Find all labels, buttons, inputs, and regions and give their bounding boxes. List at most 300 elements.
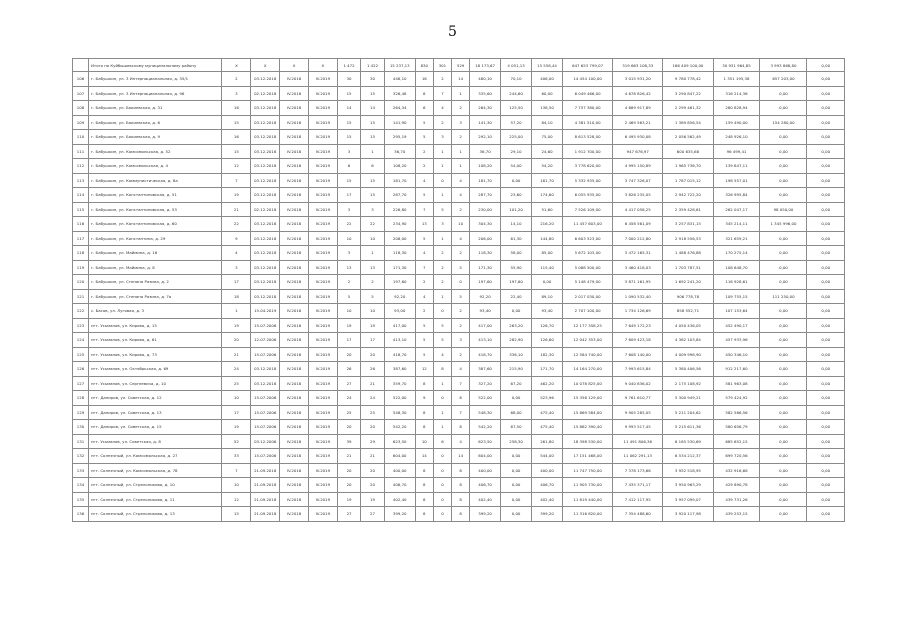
table-cell: 248 926,10 <box>713 130 760 145</box>
table-cell: 121 <box>73 289 89 304</box>
table-cell: 0,00 <box>760 333 807 348</box>
table-cell: 3 <box>222 86 251 101</box>
table-cell: 7 <box>452 376 470 391</box>
table-cell: 125 <box>73 347 89 362</box>
table-cell: 1 351 195,38 <box>713 72 760 87</box>
table-cell: 2 918 556,53 <box>663 231 713 246</box>
table-cell: 4 050 436,05 <box>663 318 713 333</box>
table-row <box>73 173 845 188</box>
table-cell: 3 <box>433 130 451 145</box>
table-cell: 5 <box>452 260 470 275</box>
table-cell: 15 <box>361 173 384 188</box>
table-row <box>73 507 845 522</box>
address-cell: г. Бабушкин, ул. Бакиевская, д. 6 <box>89 115 222 130</box>
table-cell: IV.2019 <box>308 318 337 333</box>
table-cell: 548,30 <box>470 405 501 420</box>
table-cell: 13 <box>361 260 384 275</box>
table-cell: 2 <box>433 246 451 261</box>
table-cell: 399,20 <box>384 507 415 522</box>
table-cell: 98 050,00 <box>760 202 807 217</box>
table-cell: 5 <box>415 115 433 130</box>
table-cell: 19 <box>337 492 360 507</box>
table-cell: 02.12.2018 <box>251 86 280 101</box>
table-cell: 3 993 868,80 <box>760 59 807 72</box>
table-cell: 124 <box>73 333 89 348</box>
table-cell: 8 <box>433 362 451 377</box>
table-cell: 0,00 <box>760 231 807 246</box>
table-cell: 6 <box>415 101 433 116</box>
table-total-row <box>73 59 845 72</box>
table-cell: 1 <box>361 144 384 159</box>
table-cell: 138,50 <box>532 101 563 116</box>
table-cell: 11 819 440,00 <box>563 492 613 507</box>
table-cell: 93,00 <box>384 304 415 319</box>
table-cell: 399,20 <box>470 507 501 522</box>
table-cell: 263,20 <box>501 318 532 333</box>
address-cell: г. Бабушкин, ул. 3 Интернациональная, д. 96 <box>89 86 222 101</box>
table-cell: 3 <box>337 144 360 159</box>
table-cell: 2 <box>361 275 384 290</box>
table-cell: 0,00 <box>807 376 845 391</box>
table-cell: 230,00 <box>470 202 501 217</box>
table-cell: 1 422 <box>361 59 384 72</box>
table-cell: 4 <box>452 188 470 203</box>
table-cell: 20 <box>337 347 360 362</box>
table-cell: 03.12.2018 <box>251 72 280 87</box>
table-cell: 446,10 <box>384 72 415 87</box>
table-cell: 9 <box>415 391 433 406</box>
table-cell: 2 <box>433 275 451 290</box>
address-cell: г. Бабушкин, ул. 3 Интернациональная, д. 35/1 <box>89 72 222 87</box>
table-cell: 287,70 <box>384 188 415 203</box>
table-cell: X <box>222 59 251 72</box>
table-cell: 699 720,56 <box>713 449 760 464</box>
address-cell: пгт. Солнечный, ул. Комсомольская, д. 78 <box>89 463 222 478</box>
table-cell: IV.2018 <box>280 188 309 203</box>
table-cell: 52 <box>222 434 251 449</box>
table-cell: IV.2018 <box>280 144 309 159</box>
table-cell: 1 912 700,00 <box>563 144 613 159</box>
table-cell: IV.2018 <box>280 202 309 217</box>
table-cell: 25 <box>361 405 384 420</box>
table-cell: 12.07.2006 <box>251 333 280 348</box>
table-cell: 1 389 856,54 <box>663 115 713 130</box>
table-cell: 8 <box>452 492 470 507</box>
table-cell: 0,00 <box>807 362 845 377</box>
table-cell: 14 164 270,00 <box>563 362 613 377</box>
table-cell: IV.2019 <box>308 188 337 203</box>
table-cell: 22,40 <box>501 289 532 304</box>
address-cell: пгт. Усьманов, ул. Кирова, д. 61 <box>89 333 222 348</box>
table-cell: 26 <box>337 362 360 377</box>
table-cell: 55,90 <box>501 260 532 275</box>
table-cell: 480,10 <box>470 72 501 87</box>
table-cell: 522,00 <box>384 391 415 406</box>
table-cell: IV.2018 <box>280 173 309 188</box>
table-cell: 15 <box>337 130 360 145</box>
table-cell: IV.2019 <box>308 492 337 507</box>
table-cell: 0,00 <box>807 420 845 435</box>
table-cell: 226,80 <box>384 202 415 217</box>
table-cell: 132 <box>73 449 89 464</box>
table-cell: 3 920 117,98 <box>663 507 713 522</box>
table-cell: IV.2018 <box>280 275 309 290</box>
table-cell: 9 780 778,42 <box>663 72 713 87</box>
table-cell: 262 047,17 <box>713 202 760 217</box>
table-cell: 8 <box>415 420 433 435</box>
table-cell: 19 <box>361 492 384 507</box>
table-cell: 20 <box>361 347 384 362</box>
table-cell: 126,70 <box>532 318 563 333</box>
table-cell: 4 678 826,42 <box>613 86 663 101</box>
table-cell: 02.12.2018 <box>251 202 280 217</box>
address-cell: г. Бабушкин, ул. Константиновская, д. 51 <box>89 188 222 203</box>
table-cell: 0,00 <box>760 391 807 406</box>
table-cell: 6 <box>361 159 384 174</box>
table-cell: 5 332 935,00 <box>563 173 613 188</box>
table-cell: 8 <box>415 86 433 101</box>
table-cell: 0,00 <box>807 144 845 159</box>
table-cell: IV.2018 <box>280 420 309 435</box>
table-cell: 0,00 <box>760 434 807 449</box>
table-cell: 15.07.2006 <box>251 318 280 333</box>
table-cell: 15 869 584,00 <box>563 405 613 420</box>
table-cell: IV.2019 <box>308 231 337 246</box>
table-cell: 0 <box>433 173 451 188</box>
table-cell: 16 <box>222 101 251 116</box>
table-cell: 4 <box>452 231 470 246</box>
table-cell: 2 707 100,00 <box>563 304 613 319</box>
address-cell: г. Бабушкин, ул. Константина, д. 29 <box>89 231 222 246</box>
table-cell: IV.2019 <box>308 86 337 101</box>
table-cell: 418,70 <box>384 347 415 362</box>
table-cell: 0 <box>433 449 451 464</box>
table-cell: 5 <box>415 318 433 333</box>
table-cell: 6 049 466,00 <box>563 86 613 101</box>
table-cell: IV.2018 <box>280 507 309 522</box>
table-cell: 0 <box>433 507 451 522</box>
table-cell: 0,00 <box>501 478 532 493</box>
table-cell: 67,20 <box>501 376 532 391</box>
table-cell: 1 <box>433 289 451 304</box>
table-cell: 0,00 <box>501 507 532 522</box>
table-cell: 3 <box>337 246 360 261</box>
table-cell: 3 <box>222 260 251 275</box>
table-cell: 0,00 <box>760 449 807 464</box>
table-cell: 119 <box>73 260 89 275</box>
table-cell: 5 <box>433 202 451 217</box>
table-cell: 4 <box>415 289 433 304</box>
table-cell: 15 <box>337 115 360 130</box>
table-cell: IV.2019 <box>308 449 337 464</box>
table-cell: 301 <box>433 59 451 72</box>
table-cell: 2 <box>433 260 451 275</box>
table-cell: 8 <box>415 478 433 493</box>
table-cell: 03.12.2018 <box>251 260 280 275</box>
table-cell: 03.12.2018 <box>251 217 280 232</box>
table-cell: 3 257 831,15 <box>663 217 713 232</box>
table-cell: X <box>251 59 280 72</box>
table-cell: 7 354 488,60 <box>613 507 663 522</box>
table-cell: 15 <box>361 188 384 203</box>
table-cell: IV.2019 <box>308 275 337 290</box>
table-cell: 15 <box>361 86 384 101</box>
table-cell: 523,96 <box>532 391 563 406</box>
table-row <box>73 260 845 275</box>
table-cell: 171,70 <box>532 362 563 377</box>
table-cell: 5 <box>415 231 433 246</box>
table-cell: 197,60 <box>501 275 532 290</box>
table-cell: 282,90 <box>501 333 532 348</box>
table-cell: 24 <box>361 391 384 406</box>
table-cell: 6 458 561,09 <box>613 217 663 232</box>
table-cell: 1 <box>433 376 451 391</box>
table-cell: 03.12.2018 <box>251 246 280 261</box>
table-cell: 418,70 <box>470 347 501 362</box>
table-cell: 0,00 <box>760 492 807 507</box>
table-cell: IV.2019 <box>308 434 337 449</box>
table-cell: 126 <box>73 362 89 377</box>
table-cell: 0,00 <box>760 347 807 362</box>
table-cell: 8 <box>415 463 433 478</box>
table-cell: 15 <box>361 115 384 130</box>
table-cell: IV.2019 <box>308 304 337 319</box>
table-cell: 27 <box>337 376 360 391</box>
table-cell: 3 <box>361 202 384 217</box>
table-cell: IV.2018 <box>280 376 309 391</box>
table-row <box>73 217 845 232</box>
table-cell: 450 346,10 <box>713 347 760 362</box>
table-cell: 20 <box>337 463 360 478</box>
table-cell: 139 847,11 <box>713 159 760 174</box>
table-cell: 5 148 479,00 <box>563 275 613 290</box>
table-row <box>73 246 845 261</box>
table-cell: 2 017 030,00 <box>563 289 613 304</box>
table-cell: 3 950 963,29 <box>663 478 713 493</box>
table-cell: 30 931 964,85 <box>713 59 760 72</box>
table-cell: 0,00 <box>807 333 845 348</box>
table-cell: 13 <box>415 217 433 232</box>
table-cell: 0,00 <box>807 289 845 304</box>
table-cell: 54,20 <box>532 159 563 174</box>
table-cell: 413,10 <box>384 333 415 348</box>
table-cell: 0,00 <box>501 173 532 188</box>
table-cell: 4 <box>222 246 251 261</box>
table-cell: 14 <box>452 72 470 87</box>
table-cell: 15.07.2006 <box>251 420 280 435</box>
table-cell: 7 <box>452 405 470 420</box>
table-cell: 4 051,13 <box>501 59 532 72</box>
table-cell: 0,00 <box>807 59 845 72</box>
table-cell: 108,20 <box>470 159 501 174</box>
table-cell: 144,80 <box>532 231 563 246</box>
table-cell: 0,00 <box>760 144 807 159</box>
table-cell: 830 <box>415 59 433 72</box>
table-cell: 6 495 930,08 <box>613 130 663 145</box>
table-cell: 400,00 <box>470 463 501 478</box>
table-cell: 17 <box>222 275 251 290</box>
table-cell: 9 040 836,02 <box>613 376 663 391</box>
table-cell: 26 <box>361 362 384 377</box>
table-row <box>73 405 845 420</box>
table-cell: 0,00 <box>807 246 845 261</box>
table-cell: 402,40 <box>470 492 501 507</box>
table-cell: 113 <box>73 173 89 188</box>
table-cell: 6 185 530,69 <box>663 434 713 449</box>
table-cell: 5 215 611,36 <box>663 420 713 435</box>
table-cell: 171,30 <box>470 260 501 275</box>
table-row <box>73 159 845 174</box>
table-cell: 417,00 <box>384 318 415 333</box>
table-cell: 67,50 <box>501 420 532 435</box>
table-row <box>73 333 845 348</box>
table-cell: 33 <box>222 449 251 464</box>
table-cell: 452 490,17 <box>713 318 760 333</box>
table-cell: 3 871 161,95 <box>613 275 663 290</box>
table-cell: 5 <box>452 289 470 304</box>
table-cell: 10 078 825,00 <box>563 376 613 391</box>
table-cell: 657 203,00 <box>760 72 807 87</box>
table-cell: 0,00 <box>807 130 845 145</box>
address-cell: г. Бабушкин, ул. Комсомольская, д. 4 <box>89 159 222 174</box>
address-cell: г. Бабушкин, ул. Константиновская, д. 53 <box>89 202 222 217</box>
table-cell: IV.2018 <box>280 304 309 319</box>
table-cell: IV.2019 <box>308 362 337 377</box>
table-cell: 2 <box>452 202 470 217</box>
table-cell: 15.04.2019 <box>251 304 280 319</box>
table-cell: 2 <box>415 159 433 174</box>
table-cell: 23,60 <box>501 188 532 203</box>
table-cell: IV.2018 <box>280 260 309 275</box>
table-cell: 8 <box>452 391 470 406</box>
table-cell: 8 <box>415 376 433 391</box>
table-cell: 1 703 787,51 <box>663 260 713 275</box>
table-cell: 8 <box>452 463 470 478</box>
table-cell: 439 253,15 <box>713 507 760 522</box>
table-cell: IV.2019 <box>308 130 337 145</box>
table-cell: 21 <box>361 376 384 391</box>
table-cell: IV.2018 <box>280 492 309 507</box>
table-cell: 4 <box>415 173 433 188</box>
table-cell: 0,00 <box>807 173 845 188</box>
table-cell: 51,60 <box>532 202 563 217</box>
table-cell: 03.12.2018 <box>251 144 280 159</box>
table-cell: 111 250,00 <box>760 289 807 304</box>
table-cell: 400,00 <box>384 463 415 478</box>
table-cell: 5 <box>361 289 384 304</box>
table-cell: 15 <box>222 144 251 159</box>
table-cell: IV.2019 <box>308 463 337 478</box>
table-cell: 12 <box>222 492 251 507</box>
table-cell: 15.07.2006 <box>251 405 280 420</box>
table-cell: 93,40 <box>532 304 563 319</box>
table-cell: 0,00 <box>807 507 845 522</box>
table-cell: 7 608 140,00 <box>613 347 663 362</box>
table-cell: 54,00 <box>501 159 532 174</box>
table-cell: 0 <box>433 478 451 493</box>
table-cell: 3 <box>452 333 470 348</box>
table-cell: 858 552,71 <box>663 304 713 319</box>
table-cell: 335,60 <box>470 86 501 101</box>
table-cell: 27 <box>361 507 384 522</box>
table-cell: IV.2018 <box>280 86 309 101</box>
table-cell: 2 <box>337 275 360 290</box>
table-cell: 0,00 <box>807 260 845 275</box>
table-cell: IV.2019 <box>308 159 337 174</box>
table-cell: 03.12.2018 <box>251 159 280 174</box>
table-cell: 2 <box>452 130 470 145</box>
table-cell: 1 <box>433 159 451 174</box>
table-cell: 0,00 <box>760 376 807 391</box>
table-cell: 1 <box>452 144 470 159</box>
table-cell: 604,00 <box>470 449 501 464</box>
address-cell: г. Бабушкин, ул. Бакиевская, д. 9 <box>89 130 222 145</box>
table-cell: 109 <box>73 115 89 130</box>
table-cell: 9 761 610,77 <box>613 391 663 406</box>
table-cell: 14 <box>361 101 384 116</box>
table-row <box>73 115 845 130</box>
table-cell: IV.2019 <box>308 246 337 261</box>
table-cell: 21.09.2018 <box>251 478 280 493</box>
table-cell: 906 778,78 <box>663 289 713 304</box>
address-cell: пгт. Даниров, ул. Советская, д. 12 <box>89 391 222 406</box>
table-cell: 1 488 476,88 <box>663 246 713 261</box>
table-cell: 21.09.2018 <box>251 463 280 478</box>
table-cell: 14 <box>452 449 470 464</box>
table-cell: IV.2018 <box>280 217 309 232</box>
table-cell: 116 <box>73 217 89 232</box>
table-cell: 11 491 806,36 <box>613 434 663 449</box>
table-cell: 107 153,64 <box>713 304 760 319</box>
table-cell: IV.2019 <box>308 333 337 348</box>
table-cell: 0,00 <box>807 275 845 290</box>
table-cell: IV.2018 <box>280 101 309 116</box>
table-cell: 8 613 528,00 <box>563 130 613 145</box>
table-row <box>73 86 845 101</box>
table-cell: 30 <box>361 72 384 87</box>
table-cell: IV.2019 <box>308 376 337 391</box>
table-cell: 18 <box>222 289 251 304</box>
table-cell: 03.12.2018 <box>251 115 280 130</box>
table-cell: 122 <box>73 304 89 319</box>
table-cell: 3 015 931,20 <box>613 72 663 87</box>
table-cell: 93,40 <box>470 304 501 319</box>
table-row <box>73 420 845 435</box>
table-cell: 7 993 615,84 <box>613 362 663 377</box>
table-cell: 258,30 <box>501 434 532 449</box>
table-cell: 7 <box>415 202 433 217</box>
address-cell: г. Бабушкин, ул. Маймина, д. 8 <box>89 260 222 275</box>
table-cell: 7 <box>415 260 433 275</box>
table-cell: 2 <box>452 318 470 333</box>
address-cell: пгт. Усьманов, ул. Кирова, д. 73 <box>89 347 222 362</box>
table-cell: 0,00 <box>760 260 807 275</box>
address-cell: г. Бабушкин, ул. Комсомольская, д. 52 <box>89 144 222 159</box>
table-cell: 5 <box>415 130 433 145</box>
address-cell: пгт. Даниров, ул. Советская, д. 15 <box>89 420 222 435</box>
table-cell: 15 <box>222 507 251 522</box>
table-cell: 685 652,15 <box>713 434 760 449</box>
table-cell: 402,40 <box>384 492 415 507</box>
table-cell: 57,20 <box>501 115 532 130</box>
table-cell: 20 <box>361 478 384 493</box>
table-cell: 2 <box>452 304 470 319</box>
table-cell: 0,00 <box>760 318 807 333</box>
table-cell: 2 <box>415 304 433 319</box>
table-cell: 7 435 371,17 <box>613 478 663 493</box>
address-cell: пгт. Усьманов, ул. Сергеевича, д. 10 <box>89 376 222 391</box>
table-cell: X <box>280 59 309 72</box>
